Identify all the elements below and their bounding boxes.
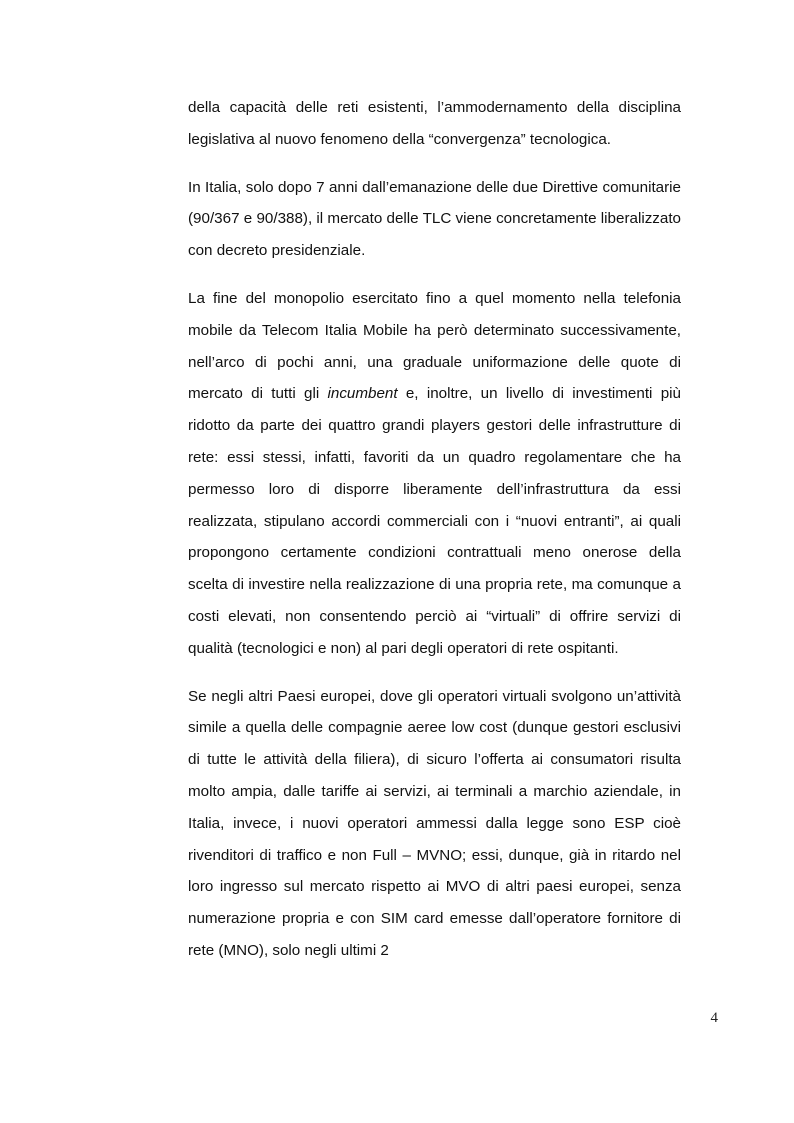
document-body xyxy=(188,92,681,983)
page-number: 4 xyxy=(710,1010,718,1026)
italic-term-incumbent: incumbent xyxy=(327,385,398,403)
paragraph-monopoly-end xyxy=(188,283,681,665)
paragraph-italy-liberalization: In Italia, solo dopo 7 anni dall’emanazione delle due Direttive comunitarie (90/367 e 90/388), il mercato delle TLC viene concretamente liberalizzato con decreto presidenziale. xyxy=(188,178,681,260)
paragraph-monopoly-end-part-1: La fine del monopolio esercitato fino a quel momento nella telefonia mobile da Telecom Italia Mobile ha però determinato successivamente, nell’arco di pochi anni, una graduale uniformazione delle quote di mercato di tutti gli xyxy=(188,289,681,403)
paragraph-european-comparison: Se negli altri Paesi europei, dove gli operatori virtuali svolgono un’attività simile a quella delle compagnie aeree low cost (dunque gestori esclusivi di tutte le attività della filiera), di sicuro l’offerta ai consumatori risulta molto ampia, dalle tariffe ai servizi, ai terminali a marchio aziendale, in Italia, invece, i nuovi operatori ammessi dalla legge sono ESP cioè rivenditori di traffico e non Full – MVNO; essi, dunque, già in ritardo nel loro ingresso sul mercato rispetto ai MVO di altri paesi europei, senza numerazione propria e con SIM card emesse dall’operatore fornitore di rete (MNO), solo negli ultimi 2 xyxy=(188,687,681,959)
paragraph-capacity: della capacità delle reti esistenti, l’ammodernamento della disciplina legislativa al nuovo fenomeno della “convergenza” tecnologica. xyxy=(188,99,681,148)
paragraph-monopoly-end-part-2: e, inoltre, un livello di investimenti più ridotto da parte dei quattro grandi players gestori delle infrastrutture di rete: essi stessi, infatti, favoriti da un quadro regolamentare che ha permesso loro di disporre liberamente dell’infrastruttura da essi realizzata, stipulano accordi commerciali con i “nuovi entranti”, ai quali propongono certamente condizioni contrattuali meno onerose della scelta di investire nella realizzazione di una propria rete, ma comunque a costi elevati, non consentendo perciò ai “virtuali” di offrire servizi di qualità (tecnologici e non) al pari degli operatori di rete ospitanti. xyxy=(188,385,681,657)
